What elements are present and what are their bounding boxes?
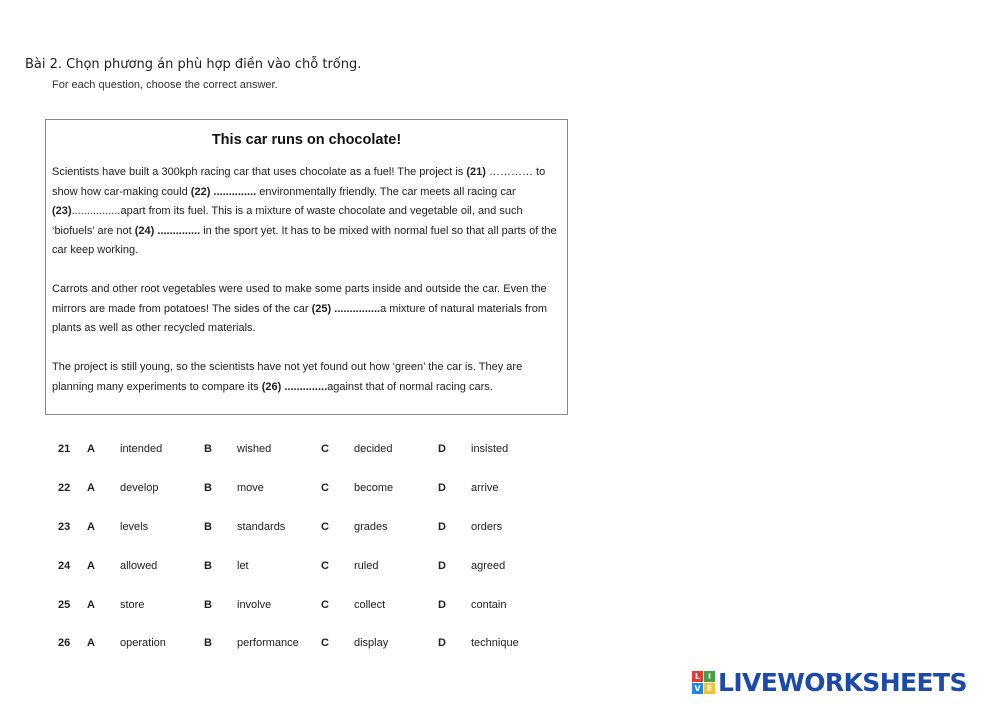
option-letter-a: A bbox=[87, 560, 95, 572]
option-letter-d: D bbox=[438, 637, 446, 649]
option-letter-b: B bbox=[204, 560, 212, 572]
option-letter-c: C bbox=[321, 443, 329, 455]
instruction-text: For each question, choose the correct answer. bbox=[52, 79, 278, 91]
gap-24[interactable]: .............. bbox=[154, 224, 201, 237]
option-letter-b: B bbox=[204, 521, 212, 533]
option-a[interactable]: operation bbox=[120, 637, 166, 649]
logo-cell: L bbox=[692, 671, 703, 682]
logo-cell: V bbox=[692, 683, 703, 694]
option-c[interactable]: grades bbox=[354, 521, 388, 533]
option-letter-a: A bbox=[87, 443, 95, 455]
paragraph-3: The project is still young, so the scientists have not yet found out how ‘green’ the car is. They are planning many experiments to compare its (26) ..............against that of normal racing cars. bbox=[52, 361, 523, 393]
option-letter-d: D bbox=[438, 521, 446, 533]
option-a[interactable]: develop bbox=[120, 482, 159, 494]
option-c[interactable]: become bbox=[354, 482, 394, 494]
option-a[interactable]: levels bbox=[120, 521, 149, 533]
option-c[interactable]: decided bbox=[354, 443, 393, 455]
option-b[interactable]: standards bbox=[237, 521, 286, 533]
option-b[interactable]: let bbox=[237, 560, 249, 572]
option-letter-a: A bbox=[87, 637, 95, 649]
gap-26[interactable]: .............. bbox=[281, 380, 328, 393]
option-letter-d: D bbox=[438, 599, 446, 611]
option-letter-a: A bbox=[87, 521, 95, 533]
question-number: 22 bbox=[58, 482, 71, 494]
gap-23-label: (23) bbox=[52, 205, 72, 218]
logo-cell: I bbox=[704, 671, 715, 682]
option-b[interactable]: performance bbox=[237, 637, 299, 649]
gap-23[interactable]: ................ bbox=[71, 205, 121, 218]
liveworksheets-logo[interactable] bbox=[692, 668, 967, 696]
option-letter-c: C bbox=[321, 482, 329, 494]
gap-22-label: (22) bbox=[190, 185, 211, 198]
option-letter-b: B bbox=[204, 443, 212, 455]
option-b[interactable]: involve bbox=[237, 599, 272, 611]
exercise-heading: Bài 2. Chọn phương án phù hợp điền vào chỗ trống. bbox=[25, 57, 362, 72]
option-c[interactable]: display bbox=[354, 637, 389, 649]
option-a[interactable]: store bbox=[120, 599, 145, 611]
option-letter-d: D bbox=[438, 443, 446, 455]
option-letter-c: C bbox=[321, 599, 329, 611]
question-number: 24 bbox=[58, 560, 71, 572]
paragraph-1: Scientists have built a 300kph racing car that uses chocolate as a fuel! The project is (21) ………… to show how car-making could (22) .............. environmentally friendly. The car meets all racing car (23)................apart from its fuel. This is a mixture of waste chocolate and vegetable oil, and such ‘biofuels’ are not (24) .............. in the sport yet. It has to be mixed with normal fuel so that all parts of the car keep working. bbox=[52, 166, 557, 257]
option-letter-d: D bbox=[438, 560, 446, 572]
option-letter-c: C bbox=[321, 560, 329, 572]
option-c[interactable]: collect bbox=[354, 599, 386, 611]
option-letter-b: B bbox=[204, 637, 212, 649]
option-d[interactable]: technique bbox=[471, 637, 519, 649]
question-number: 23 bbox=[58, 521, 71, 533]
option-d[interactable]: insisted bbox=[471, 443, 509, 455]
question-number: 25 bbox=[58, 599, 71, 611]
option-a[interactable]: intended bbox=[120, 443, 163, 455]
option-letter-a: A bbox=[87, 482, 95, 494]
gap-25-label: (25) bbox=[311, 302, 332, 315]
option-c[interactable]: ruled bbox=[354, 560, 379, 572]
logo-icon bbox=[692, 671, 715, 694]
passage-box bbox=[45, 119, 568, 415]
option-letter-c: C bbox=[321, 637, 329, 649]
option-d[interactable]: orders bbox=[471, 521, 503, 533]
question-number: 21 bbox=[58, 443, 71, 455]
option-letter-d: D bbox=[438, 482, 446, 494]
question-number: 26 bbox=[58, 637, 71, 649]
gap-26-label: (26) bbox=[261, 380, 282, 393]
option-d[interactable]: agreed bbox=[471, 560, 506, 572]
gap-21-label: (21) bbox=[466, 166, 486, 178]
option-d[interactable]: contain bbox=[471, 599, 507, 611]
option-b[interactable]: move bbox=[237, 482, 264, 494]
logo-cell: E bbox=[704, 683, 715, 694]
option-letter-b: B bbox=[204, 482, 212, 494]
gap-22[interactable]: .............. bbox=[210, 185, 257, 198]
option-a[interactable]: allowed bbox=[120, 560, 158, 572]
option-letter-b: B bbox=[204, 599, 212, 611]
option-letter-a: A bbox=[87, 599, 95, 611]
passage-title: This car runs on chocolate! bbox=[211, 132, 402, 148]
gap-25[interactable]: ............... bbox=[331, 302, 381, 315]
option-b[interactable]: wished bbox=[237, 443, 272, 455]
option-letter-c: C bbox=[321, 521, 329, 533]
option-d[interactable]: arrive bbox=[471, 482, 499, 494]
gap-21[interactable]: ………… to show how car-making could bbox=[52, 166, 546, 198]
logo-text: LIVEWORKSHEETS bbox=[718, 667, 967, 697]
gap-24-label: (24) bbox=[134, 224, 155, 237]
paragraph-2: Carrots and other root vegetables were used to make some parts inside and outside the car. Even the mirrors are made from potatoes! The sides of the car (25) ...............a mixture of natural materials from plants as well as other recycled materials. bbox=[52, 283, 547, 335]
